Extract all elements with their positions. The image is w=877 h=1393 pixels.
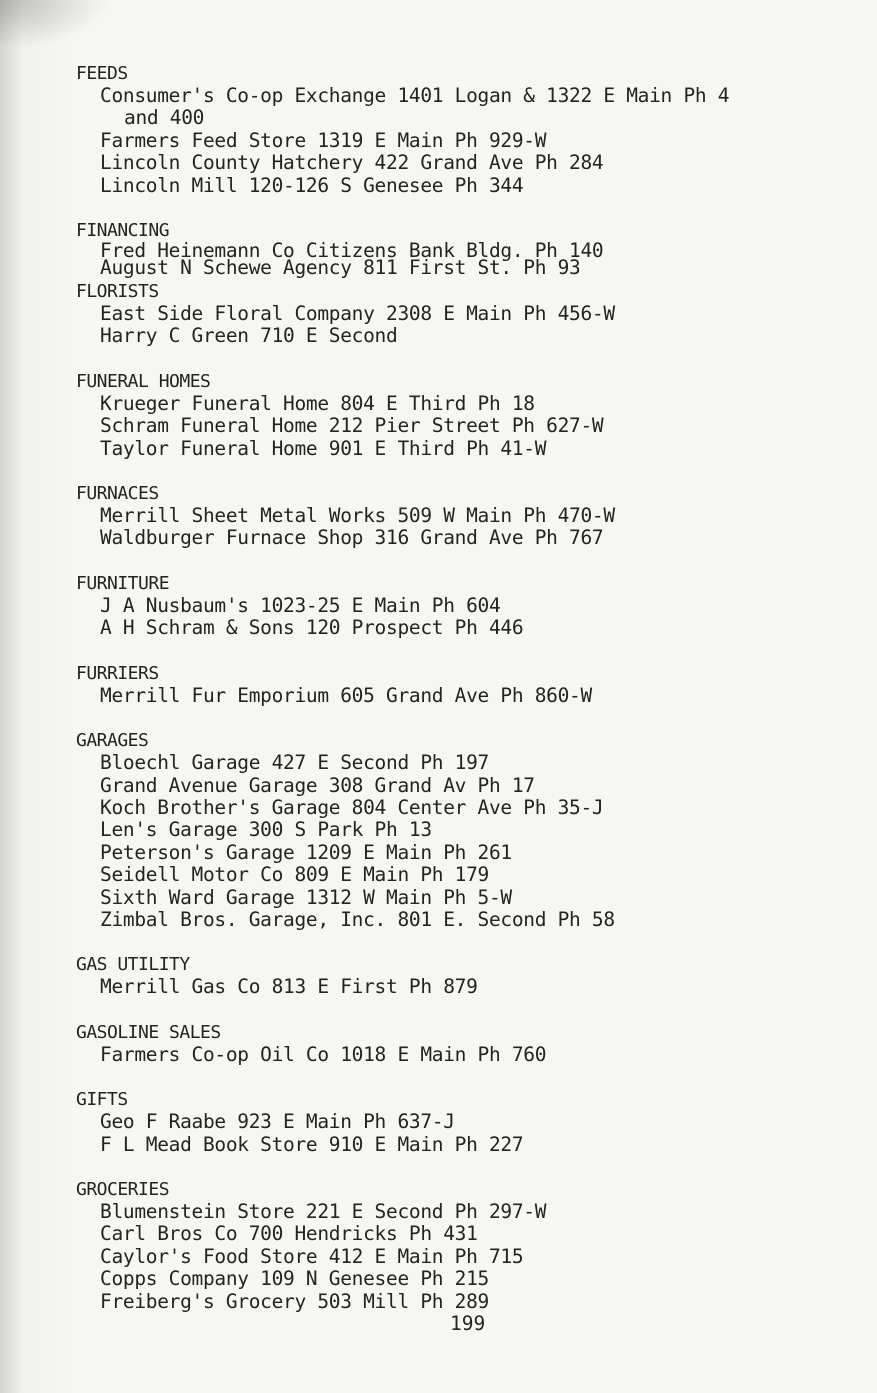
listing-entry: Harry C Green 710 E Second (100, 324, 398, 348)
section-garages (76, 729, 856, 931)
listing-entry: Grand Avenue Garage 308 Grand Av Ph 17 (100, 773, 535, 797)
listing-entry: Merrill Gas Co 813 E First Ph 879 (100, 975, 478, 999)
listing-entry: Freiberg's Grocery 503 Mill Ph 289 (100, 1289, 489, 1313)
section-heading: GIFTS (76, 1089, 128, 1111)
listing-entry: Lincoln Mill 120-126 S Genesee Ph 344 (100, 173, 524, 197)
section-gas-utility (76, 953, 856, 998)
section-heading: FLORISTS (76, 281, 159, 303)
scan-edge-shadow (0, 0, 70, 1393)
section-heading: FURRIERS (76, 662, 159, 684)
section-florists (76, 280, 856, 348)
section-heading: GROCERIES (76, 1178, 170, 1200)
listing-entry: Lincoln County Hatchery 422 Grand Ave Ph 284 (100, 151, 604, 175)
listing-entry: Sixth Ward Garage 1312 W Main Ph 5-W (100, 885, 512, 909)
section-furnaces (76, 482, 856, 550)
listing-entry: Merrill Fur Emporium 605 Grand Ave Ph 860-W (100, 683, 592, 707)
listing-entry: Peterson's Garage 1209 E Main Ph 261 (100, 840, 512, 864)
listing-entry: Consumer's Co-op Exchange 1401 Logan & 1322 E Main Ph 4 and 400 (100, 84, 730, 130)
section-heading: FURNITURE (76, 572, 170, 594)
section-funeral-homes (76, 370, 856, 460)
section-heading: FINANCING (76, 220, 170, 242)
section-furriers (76, 662, 856, 707)
listing-entry: August N Schewe Agency 811 First St. Ph 93 (100, 256, 581, 280)
listing-entry: Caylor's Food Store 412 E Main Ph 715 (100, 1244, 524, 1268)
listing-entry: Fred Heinemann Co Citizens Bank Bldg. Ph 140 (100, 239, 604, 263)
listing-entry: Farmers Co-op Oil Co 1018 E Main Ph 760 (100, 1042, 547, 1066)
listing-entry: Koch Brother's Garage 804 Center Ave Ph 35-J (100, 795, 604, 819)
listing-entry: Waldburger Furnace Shop 316 Grand Ave Ph 767 (100, 526, 604, 550)
section-heading: GAS UTILITY (76, 954, 190, 976)
listing-entry: Krueger Funeral Home 804 E Third Ph 18 (100, 391, 535, 415)
section-heading: GASOLINE SALES (76, 1021, 221, 1043)
section-financing (76, 219, 856, 280)
listing-entry: Merrill Sheet Metal Works 509 W Main Ph 470-W (100, 504, 615, 528)
listing-entry: Zimbal Bros. Garage, Inc. 801 E. Second Ph 58 (100, 907, 615, 931)
listing-entry: Geo F Raabe 923 E Main Ph 637-J (100, 1110, 455, 1134)
listing-entry: Seidell Motor Co 809 E Main Ph 179 (100, 863, 489, 887)
listing-entry: Taylor Funeral Home 901 E Third Ph 41-W (100, 436, 547, 460)
scan-corner-shadow (0, 0, 110, 50)
section-heading: GARAGES (76, 730, 149, 752)
page-number: 199 (450, 1312, 486, 1335)
listing-entry: F L Mead Book Store 910 E Main Ph 227 (100, 1132, 524, 1156)
listing-entry: East Side Floral Company 2308 E Main Ph 456-W (100, 302, 615, 326)
section-furniture (76, 572, 856, 640)
listing-entry: Farmers Feed Store 1319 E Main Ph 929-W (100, 128, 547, 152)
section-gifts (76, 1088, 856, 1156)
section-groceries (76, 1178, 856, 1313)
listing-entry: Bloechl Garage 427 E Second Ph 197 (100, 751, 489, 775)
listing-entry: Blumenstein Store 221 E Second Ph 297-W (100, 1199, 547, 1223)
business-listing (76, 62, 856, 1335)
section-heading: FURNACES (76, 483, 159, 505)
listing-entry: Len's Garage 300 S Park Ph 13 (100, 818, 432, 842)
section-gasoline-sales (76, 1021, 856, 1066)
listing-entry: Carl Bros Co 700 Hendricks Ph 431 (100, 1222, 478, 1246)
listing-entry: A H Schram & Sons 120 Prospect Ph 446 (100, 616, 524, 640)
listing-entry: Schram Funeral Home 212 Pier Street Ph 627-W (100, 414, 604, 438)
listing-entry: Copps Company 109 N Genesee Ph 215 (100, 1267, 489, 1291)
section-heading: FEEDS (76, 63, 128, 84)
listing-entry: J A Nusbaum's 1023-25 E Main Ph 604 (100, 593, 501, 617)
section-feeds (76, 62, 856, 197)
section-heading: FUNERAL HOMES (76, 370, 211, 392)
